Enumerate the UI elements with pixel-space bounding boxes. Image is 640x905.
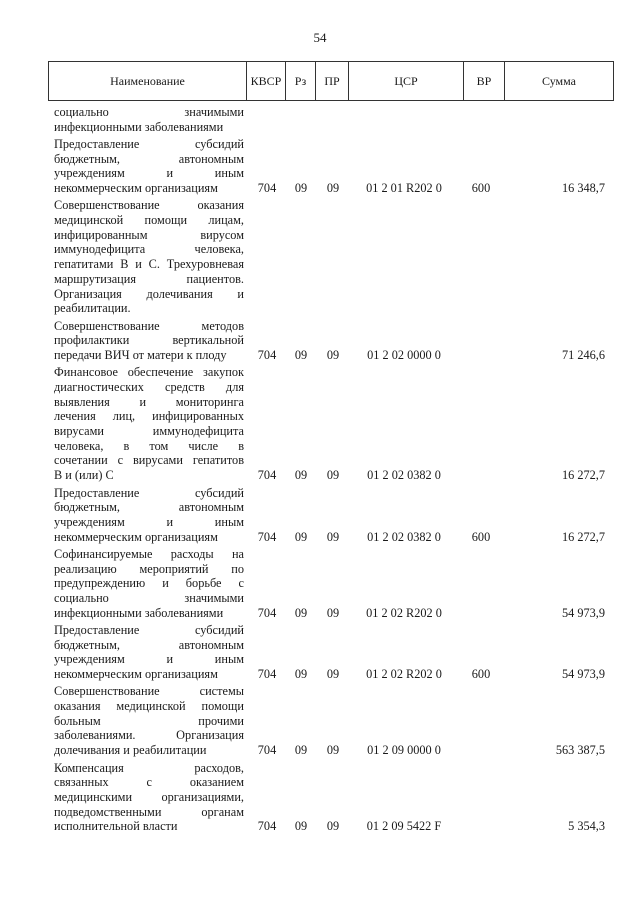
- cell-pr: 09: [326, 468, 340, 483]
- cell-kvsr: 704: [257, 181, 277, 196]
- cell-rz: 09: [294, 819, 308, 834]
- cell-pr: 09: [326, 743, 340, 758]
- row-name-line: инфекционными заболеваниями: [54, 119, 224, 134]
- row-name-line: Софинансируемые расходы на: [54, 546, 244, 561]
- header-csr: ЦСР: [394, 74, 418, 88]
- row-name-line: учреждениям и иным: [54, 514, 244, 529]
- cell-sum: 54 973,9: [561, 667, 605, 682]
- row-name-line: исполнительной власти: [54, 819, 178, 834]
- row-name: [54, 547, 244, 620]
- cell-csr: 01 2 09 5422 F: [366, 819, 442, 834]
- row-name-line: социально значимыми: [54, 590, 244, 605]
- cell-csr: 01 2 09 0000 0: [367, 743, 441, 758]
- header-kvsr: КВСР: [250, 74, 282, 88]
- cell-csr: 01 2 02 0382 0: [367, 529, 441, 544]
- cell-csr: 01 2 01 R202 0: [366, 181, 442, 196]
- cell-csr: 01 2 02 R202 0: [366, 605, 442, 620]
- header-name: Наименование: [110, 74, 185, 88]
- cell-vr: 600: [471, 529, 491, 544]
- cell-pr: 09: [326, 605, 340, 620]
- row-name: [54, 684, 244, 757]
- row-name-line: Совершенствование методов: [54, 318, 244, 333]
- cell-sum: 16 272,7: [561, 468, 605, 483]
- cell-csr: 01 2 02 R202 0: [366, 667, 442, 682]
- row-name: [54, 198, 244, 316]
- row-name-line: иммунодефицита человека,: [54, 242, 244, 257]
- row-name-line: долечивания и реабилитации: [54, 743, 207, 758]
- cell-pr: 09: [326, 529, 340, 544]
- row-name-line: выявления и мониторинга: [54, 394, 244, 409]
- row-name-line: связанных с оказанием: [54, 775, 244, 790]
- cell-rz: 09: [294, 529, 308, 544]
- header-sum: Сумма: [542, 74, 576, 88]
- cell-rz: 09: [294, 743, 308, 758]
- row-name-line: предупреждению и борьбе с: [54, 576, 244, 591]
- row-name-line: реализацию мероприятий по: [54, 561, 244, 576]
- row-name-line: больным прочими: [54, 713, 244, 728]
- cell-sum: 16 348,7: [561, 181, 605, 196]
- row-name: [54, 761, 244, 834]
- row-name-line: медицинской помощи лицам,: [54, 213, 244, 228]
- cell-vr: 600: [471, 667, 491, 682]
- row-name-line: вирусами иммунодефицита: [54, 424, 244, 439]
- header-pr: ПР: [324, 74, 340, 88]
- row-name-line: инфекционными заболеваниями: [54, 605, 224, 620]
- cell-sum: 16 272,7: [561, 529, 605, 544]
- cell-rz: 09: [294, 468, 308, 483]
- cell-sum: 71 246,6: [561, 348, 605, 362]
- cell-csr: 01 2 02 0000 0: [367, 348, 441, 362]
- cell-kvsr: 704: [257, 605, 277, 620]
- row-name-line: учреждениям и иным: [54, 166, 244, 181]
- row-name-line: В и (или) С: [54, 468, 114, 483]
- cell-rz: 09: [294, 667, 308, 682]
- row-name-line: оказания медицинской помощи: [54, 699, 244, 714]
- row-name-line: Финансовое обеспечение закупок: [54, 365, 244, 380]
- row-name: [54, 319, 244, 363]
- cell-pr: 09: [326, 348, 340, 362]
- row-name-line: профилактики вертикальной: [54, 333, 244, 348]
- cell-sum: 563 387,5: [555, 743, 605, 758]
- row-name-line: Компенсация расходов,: [54, 760, 244, 775]
- row-name-line: бюджетным, автономным: [54, 637, 244, 652]
- row-name-line: человека, в том числе в: [54, 438, 244, 453]
- row-name-line: сочетании с вирусами гепатитов: [54, 453, 244, 468]
- cell-kvsr: 704: [257, 743, 277, 758]
- row-name-line: некоммерческим организациям: [54, 181, 218, 196]
- cell-pr: 09: [326, 819, 340, 834]
- cell-vr: 600: [471, 181, 491, 196]
- row-name-line: медицинскими организациями,: [54, 789, 244, 804]
- row-name: [54, 365, 244, 483]
- cell-csr: 01 2 02 0382 0: [367, 468, 441, 483]
- row-name-line: заболеваниями. Организация: [54, 728, 244, 743]
- row-name-line: гепатитами В и С. Трехуровневая: [54, 257, 244, 272]
- row-name-line: некоммерческим организациям: [54, 667, 218, 682]
- cell-kvsr: 704: [257, 468, 277, 483]
- row-name-line: подведомственными органам: [54, 804, 244, 819]
- row-name-line: социально значимыми: [54, 105, 244, 119]
- row-name: [54, 137, 244, 196]
- cell-pr: 09: [326, 181, 340, 196]
- row-name-line: реабилитации.: [54, 301, 131, 316]
- header-vr: ВР: [476, 74, 492, 88]
- row-name-line: лечения лиц, инфицированных: [54, 409, 244, 424]
- row-name-line: передачи ВИЧ от матери к плоду: [54, 347, 227, 362]
- table-header: [48, 61, 614, 101]
- cell-kvsr: 704: [257, 819, 277, 834]
- row-name-line: бюджетным, автономным: [54, 151, 244, 166]
- row-name: [54, 486, 244, 545]
- header-rz: Рз: [294, 74, 307, 88]
- row-name-line: Совершенствование оказания: [54, 198, 244, 213]
- cell-kvsr: 704: [257, 667, 277, 682]
- row-name-line: Предоставление субсидий: [54, 623, 244, 637]
- row-name-line: Предоставление субсидий: [54, 485, 244, 500]
- row-name: [54, 623, 244, 682]
- row-name-line: бюджетным, автономным: [54, 500, 244, 515]
- page-number: 54: [313, 30, 327, 45]
- cell-rz: 09: [294, 181, 308, 196]
- row-name-line: учреждениям и иным: [54, 652, 244, 667]
- row-name-line: некоммерческим организациям: [54, 529, 218, 544]
- row-name-line: Организация долечивания и: [54, 286, 244, 301]
- row-name: [54, 105, 244, 134]
- cell-sum: 54 973,9: [561, 605, 605, 620]
- cell-kvsr: 704: [257, 529, 277, 544]
- row-name-line: инфицированным вирусом: [54, 227, 244, 242]
- row-name-line: Совершенствование системы: [54, 684, 244, 699]
- cell-rz: 09: [294, 348, 308, 362]
- cell-rz: 09: [294, 605, 308, 620]
- cell-kvsr: 704: [257, 348, 277, 362]
- cell-sum: 5 354,3: [568, 819, 605, 834]
- cell-pr: 09: [326, 667, 340, 682]
- row-name-line: диагностических средств для: [54, 379, 244, 394]
- row-name-line: маршрутизация пациентов.: [54, 271, 244, 286]
- row-name-line: Предоставление субсидий: [54, 137, 244, 151]
